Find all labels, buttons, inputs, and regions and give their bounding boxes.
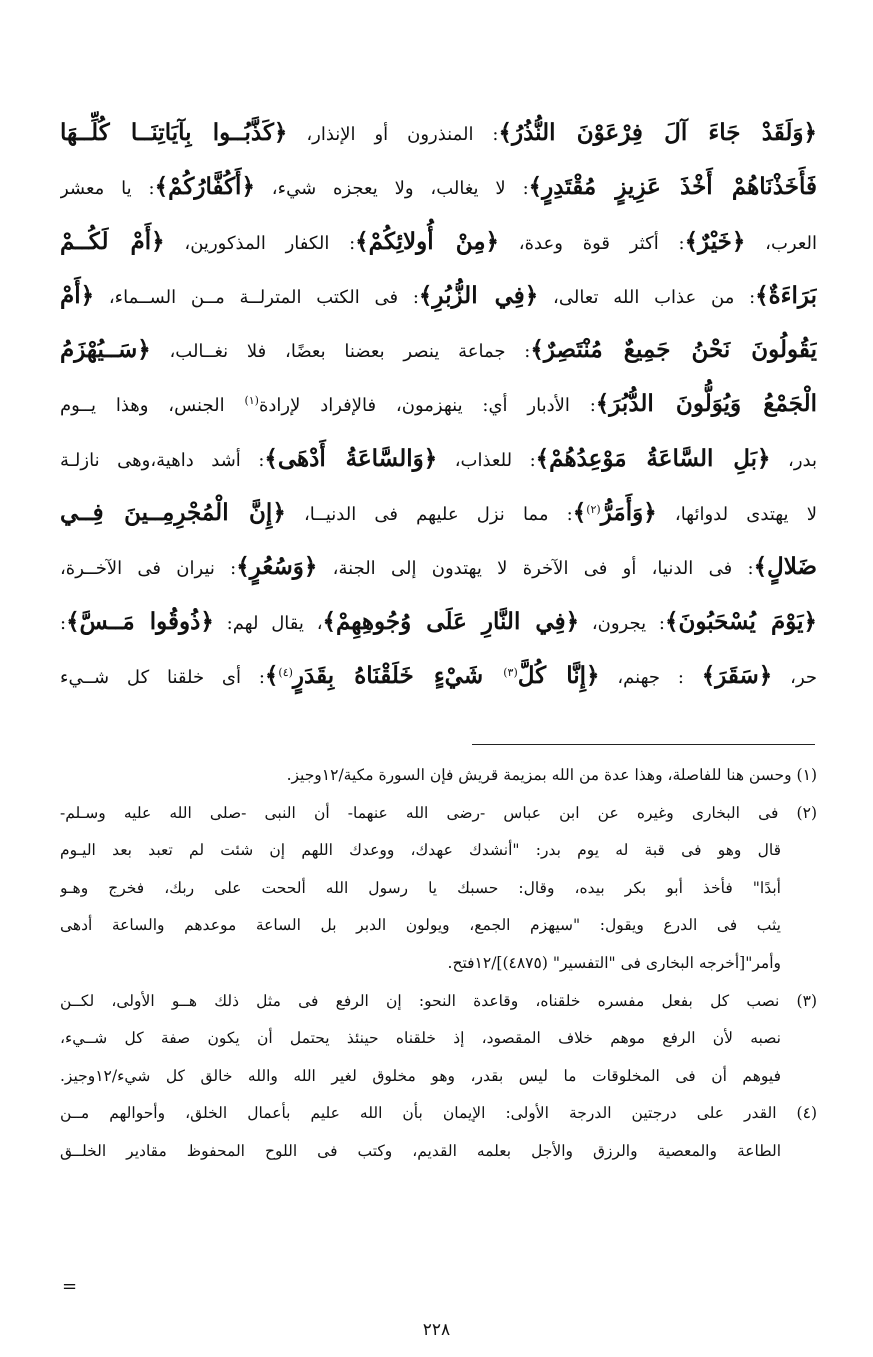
- commentary-text: الجنس، وهذا يــوم: [60, 395, 245, 417]
- quran-verse: ﴿كَذَّبُــوا بِآيَاتِنَــا كُلِّــهَا: [60, 119, 288, 146]
- text-line: [60, 649, 817, 703]
- quran-verse: فَأَخَذْنَاهُمْ أَخْذَ عَزِيزٍ مُقْتَدِرٍ﴾: [528, 173, 817, 201]
- footnote-line: (١) وحسن هنا للفاصلة، وهذا عدة من الله بمزيمة قريش فإن السورة مكية/١٢وجيز.: [286, 766, 817, 784]
- quran-verse: ﴿إِنَّا كُلَّ: [517, 661, 600, 689]
- quran-verse: ﴾: [264, 661, 279, 689]
- footnote-ref: (٤): [278, 665, 293, 679]
- commentary-text: : أى خلقنا كل شــيء: [60, 666, 265, 688]
- quran-verse: ﴿فِي الزُّبُرِ﴾: [418, 281, 539, 309]
- commentary-text: : أكثر قوة وعدة،: [499, 232, 685, 254]
- commentary-text: : أشد داهية،وهى نازلـة: [60, 449, 265, 471]
- commentary-text: : يجرون،: [579, 612, 665, 634]
- commentary-text: : من عذاب الله تعالى،: [538, 286, 756, 308]
- quran-verse: ﴿أَمْ لَكُــمْ: [60, 227, 165, 255]
- continuation-mark: =: [62, 1276, 78, 1297]
- quran-verse: بَرَاءَةٌ﴾: [755, 281, 817, 309]
- commentary-text: بدر،: [770, 449, 817, 471]
- commentary-text: : المنذرون أو الإنذار،: [287, 124, 499, 145]
- commentary-text: ، يقال لهم:: [213, 612, 323, 634]
- commentary-text: حر،: [772, 666, 817, 688]
- footnote-line: (٢) فى البخارى وغيره عن ابن عباس -رضى الله عنهما- أن النبى -صلى الله عليه وسـلم-: [60, 803, 817, 822]
- footnote-line: فيوهم أن فى المخلوقات ما ليس بقدر، وهو مخلوق لغير الله والله خالق كل شيء/١٢وجيز.: [60, 1066, 781, 1085]
- quran-verse: ﴿وَلَقَدْ جَاءَ آلَ فِرْعَوْنَ النُّذُرُ﴾: [498, 119, 817, 146]
- footnote-line: أبدًا" فأخذ أبو بكر بيده، وقال: حسبك يا رسول الله ألححت على ربك، فخرج وهـو: [60, 878, 781, 897]
- text-line: [60, 595, 817, 649]
- footnote-ref: (١): [244, 394, 259, 408]
- quran-verse: شَيْءٍ خَلَقْنَاهُ بِقَدَرٍ: [292, 661, 504, 689]
- quran-verse: ﴿وَالسَّاعَةُ أَدْهَى﴾: [264, 444, 438, 472]
- commentary-text: : للعذاب،: [437, 449, 536, 471]
- main-text: [60, 106, 817, 703]
- commentary-text: : جهنم،: [599, 666, 702, 688]
- quran-verse: ﴿سَقَرَ﴾: [701, 661, 773, 689]
- text-line: [60, 160, 817, 214]
- quran-verse: الْجَمْعُ وَيُوَلُّونَ الدُّبُرَ﴾: [595, 390, 817, 418]
- page-number: ٢٢٨: [422, 1320, 451, 1340]
- commentary-text: : فى الكتب المترلــة مــن الســماء،: [94, 286, 419, 308]
- quran-verse: ﴿سَــيُهْزَمُ: [60, 336, 151, 364]
- quran-verse: ضَلالٍ﴾: [753, 553, 817, 581]
- footnote-line: وأمر"[أخرجه البخارى فى "التفسير" (٤٨٧٥)]/١٢فتح.: [447, 953, 781, 972]
- footnotes: [60, 757, 817, 1171]
- commentary-text: : لا يغالب، ولا يعجزه شيء،: [254, 178, 529, 200]
- footnote-line: نصبه لأن الرفع موهم خلاف المقصود، إذ خلقناه حينئذ يحتمل أن يكون صفة كل شــيء،: [60, 1029, 781, 1048]
- commentary-text: : فى الدنيا، أو فى الآخرة لا يهتدون إلى الجنة،: [317, 558, 754, 580]
- quran-verse: ﴿وَأَمَرُّ: [600, 499, 657, 527]
- commentary-text: : الأدبار أي: ينهزمون، فالإفراد لإرادة: [258, 395, 596, 417]
- text-line: [60, 432, 817, 486]
- text-line: [60, 540, 817, 594]
- text-line: [60, 486, 817, 540]
- footnote-line: قال وهو فى قبة له يوم بدر: "أنشدك عهدك، ووعدك اللهم إن شئت لم تعبد بعد اليـوم: [60, 841, 781, 860]
- commentary-text: : الكفار المذكورين،: [164, 232, 356, 254]
- footnote-line: (٤) القدر على درجتين الدرجة الأولى: الإيمان بأن الله عليم بأعمال الخلق، وأحوالهم مــن: [60, 1104, 817, 1123]
- text-line: [60, 106, 817, 160]
- commentary-text: لا يهتدى لدوائها،: [656, 504, 817, 526]
- commentary-text: : مما نزل عليهم فى الدنيــا،: [285, 504, 573, 526]
- commentary-text: : جماعة ينصر بعضنا بعضًا، فلا نغــالب،: [150, 341, 531, 363]
- footnote-line: يثب فى الدرع ويقول: "سيهزم الجمع، ويولون الدبر بل الساعة موعدهم والساعة أدهى: [60, 916, 781, 935]
- footnote-line: الطاعة والمعصية والرزق والأجل بعلمه القديم، وكتب فى اللوح المحفوظ مقادير الخلــق: [60, 1141, 781, 1160]
- quran-verse: ﴿مِنْ أُولائِكُمْ﴾: [355, 227, 500, 255]
- quran-verse: ﴿يَوْمَ يُسْحَبُونَ﴾: [664, 607, 817, 635]
- quran-verse: ﴿أَمْ: [60, 281, 95, 309]
- quran-verse: ﴿فِي النَّارِ عَلَى وُجُوهِهِمْ﴾: [322, 607, 580, 635]
- quran-verse: ﴿ذُوقُوا مَــسَّ﴾: [66, 607, 214, 635]
- footnote-line: (٣) نصب كل بفعل مفسره خلقناه، وقاعدة النحو: إن الرفع فى مثل ذلك هــو الأولى، لكــن: [60, 991, 817, 1010]
- footnote-ref: (٣): [503, 665, 518, 679]
- quran-verse: يَقُولُونَ نَحْنُ جَمِيعٌ مُنْتَصِرٌ﴾: [530, 336, 817, 364]
- quran-verse: ﴾: [572, 499, 587, 527]
- quran-verse: ﴿إِنَّ الْمُجْرِمِــينَ فِــي: [60, 499, 286, 527]
- footnote-separator: [472, 744, 815, 745]
- quran-verse: ﴿وَسُعُرٍ﴾: [236, 553, 318, 581]
- footnote-ref: (٢): [586, 503, 601, 517]
- text-line: [60, 323, 817, 377]
- quran-verse: ﴿خَيْرٌ﴾: [684, 227, 746, 255]
- commentary-text: : يا معشر: [60, 178, 155, 200]
- quran-verse: ﴿بَلِ السَّاعَةُ مَوْعِدُهُمْ﴾: [535, 444, 771, 472]
- commentary-text: :: [60, 612, 67, 634]
- commentary-text: العرب،: [745, 232, 817, 254]
- text-line: [60, 269, 817, 323]
- text-line: [60, 215, 817, 269]
- quran-verse: ﴿أَكُفَّارُكُمْ﴾: [154, 173, 255, 201]
- text-line: [60, 377, 817, 431]
- commentary-text: : نيران فى الآخــرة،: [60, 558, 237, 580]
